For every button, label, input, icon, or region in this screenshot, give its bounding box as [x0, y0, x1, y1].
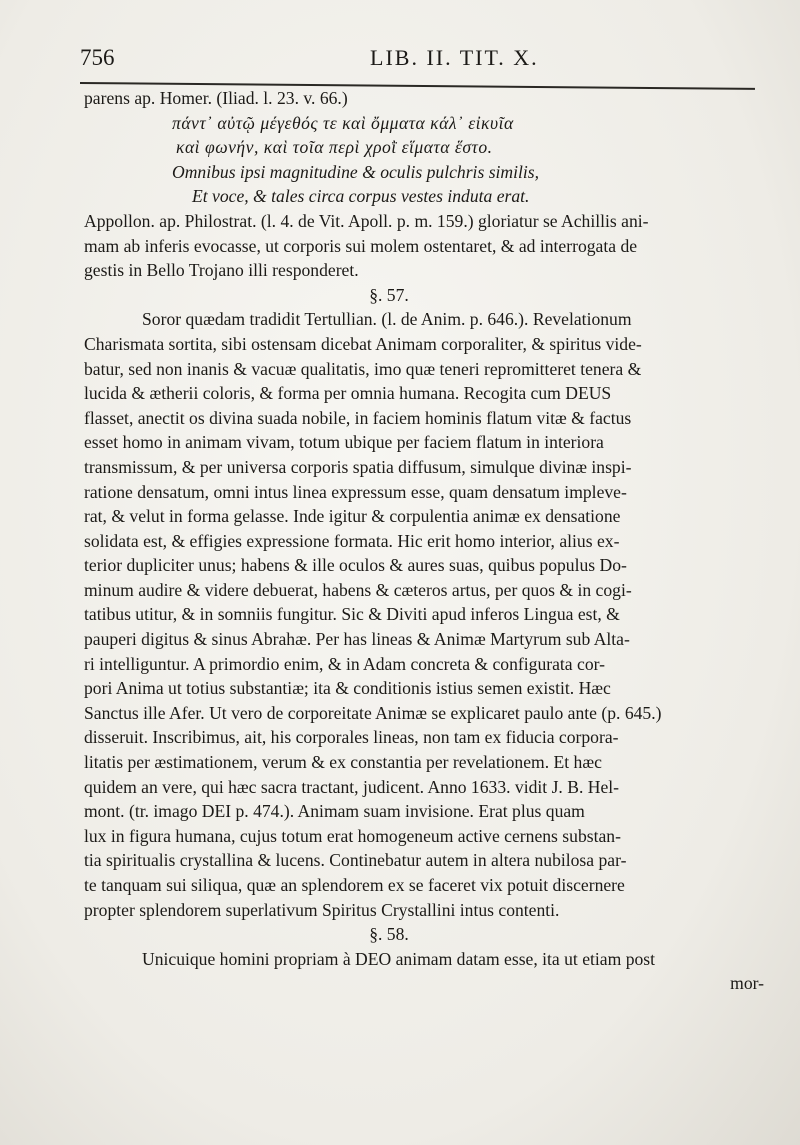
text-line: lucida & ætherii coloris, & forma per omnia humana. Recogita cum DEUS	[84, 383, 612, 404]
page-header	[80, 45, 770, 77]
text-line: mont. (tr. imago DEI p. 474.). Animam suam invisione. Erat plus quam	[84, 801, 585, 822]
text-line: batur, sed non inanis & vacuæ qualitatis, imo quæ teneri repromitteret tenera &	[84, 358, 642, 379]
text-line: tatibus utitur, & in somniis fungitur. Sic & Diviti apud inferos Lingua est, &	[84, 604, 620, 625]
text-line: Omnibus ipsi magnitudine & oculis pulchris similis,	[172, 161, 540, 182]
text-line: Charismata sortita, sibi ostensam dicebat Animam corporaliter, & spiritus vide-	[84, 333, 642, 354]
text-line: pori Anima ut totius substantiæ; ita & conditionis istius semen existit. Hæc	[84, 678, 611, 699]
text-line: propter splendorem superlativum Spiritus Crystallini intus contenti.	[84, 899, 560, 920]
text-line: quidem an vere, qui hæc sacra tractant, judicent. Anno 1633. vidit J. B. Hel-	[84, 776, 620, 797]
text-line: Unicuique homini propriam à DEO animam datam esse, ita ut etiam post	[142, 948, 656, 969]
text-line: ratione densatum, omni intus linea expressum esse, quam densatum impleve-	[84, 481, 627, 502]
body-text	[84, 86, 764, 996]
text-line: disseruit. Inscribimus, ait, his corporales lineas, non tam ex fiducia corpora-	[84, 727, 619, 748]
running-head: LIB. II. TIT. X.	[370, 45, 539, 70]
text-line: ri intelliguntur. A primordio enim, & in Adam concreta & configurata cor-	[84, 653, 605, 674]
text-line: minum audire & videre debuerat, habens & cæteros artus, per quos & in cogi-	[84, 579, 632, 600]
text-line: Et voce, & tales circa corpus vestes induta erat.	[192, 186, 530, 207]
section-heading: §. 57.	[369, 284, 409, 305]
text-line: Sanctus ille Afer. Ut vero de corporeitate Animæ se explicaret paulo ante (p. 645.)	[84, 702, 662, 723]
text-line: flasset, anectit os divina suada nobile, in faciem hominis flatum vitæ & factus	[84, 407, 632, 428]
text-line: πάντ᾿ αὐτῷ μέγεθός τε καὶ ὄμματα κάλ᾿ εἰκυῖα	[172, 112, 514, 133]
text-line: Soror quædam tradidit Tertullian. (l. de Anim. p. 646.). Revelationum	[142, 309, 632, 330]
text-line: mor-	[730, 973, 764, 994]
section-heading: §. 58.	[369, 924, 409, 945]
text-line: lux in figura humana, cujus totum erat homogeneum active cernens substan-	[84, 825, 621, 846]
text-line: esset homo in animam vivam, totum ubique per faciem flatum in interiora	[84, 432, 604, 453]
text-line: tia spiritualis crystallina & lucens. Continebatur autem in altera nubilosa par-	[84, 850, 627, 871]
text-line: pauperi digitus & sinus Abrahæ. Per has lineas & Animæ Martyrum sub Alta-	[84, 629, 630, 650]
text-line: litatis per æstimationem, verum & ex constantia per revelationem. Et hæc	[84, 752, 602, 773]
text-line: transmissum, & per universa corporis spatia diffusum, simulque divinæ inspi-	[84, 456, 632, 477]
page-number: 756	[80, 45, 115, 70]
text-line: καὶ φωνήν, καὶ τοῖα περὶ χροῒ εἵματα ἕστο.	[176, 137, 493, 158]
text-line: terior dupliciter unus; habens & ille oculos & aures suas, quibus populus Do-	[84, 555, 627, 576]
text-line: te tanquam sui siliqua, quæ an splendorem ex se faceret vix potuit discernere	[84, 875, 625, 895]
text-line: solidata est, & effigies expressione formata. Hic erit homo interior, alius ex-	[84, 530, 620, 551]
text-line: parens ap. Homer. (Iliad. l. 23. v. 66.)	[84, 88, 348, 108]
text-line: gestis in Bello Trojano illi responderet.	[84, 260, 359, 281]
text-line: rat, & velut in forma gelasse. Inde igitur & corpulentia animæ ex densatione	[84, 506, 621, 527]
text-line: Appollon. ap. Philostrat. (l. 4. de Vit. Apoll. p. m. 159.) gloriatur se Achillis ani-	[84, 210, 649, 231]
text-line: mam ab inferis evocasse, ut corporis sui molem ostentaret, & ad interrogata de	[84, 235, 638, 256]
